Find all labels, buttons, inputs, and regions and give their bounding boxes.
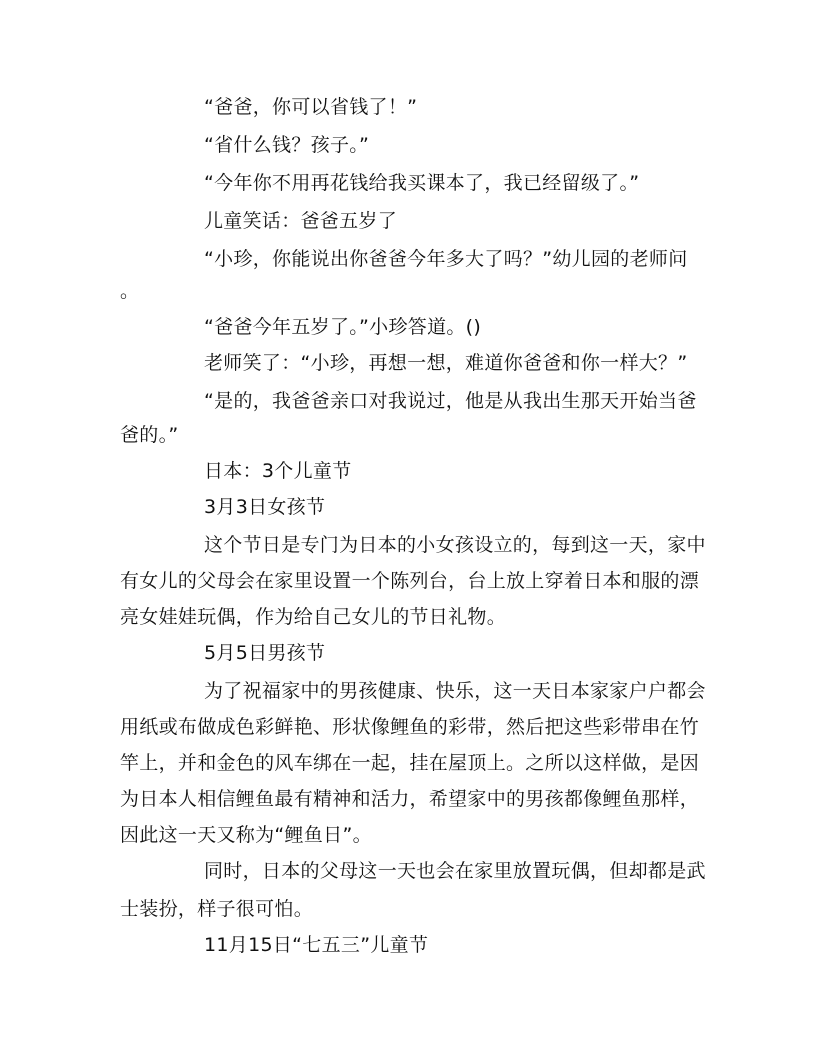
text-line: 同时，日本的父母这一天也会在家里放置玩偶，但却都是武: [204, 860, 706, 882]
text-line: “爸爸今年五岁了。”小珍答道。(): [204, 316, 482, 338]
text-line: 爸的。”: [120, 424, 179, 446]
text-line: 为日本人相信鲤鱼最有精神和活力，希望家中的男孩都像鲤鱼那样，: [120, 788, 700, 810]
text-line: 用纸或布做成色彩鲜艳、形状像鲤鱼的彩带，然后把这些彩带串在竹: [120, 716, 700, 738]
text-line: 竿上，并和金色的风车绑在一起，挂在屋顶上。之所以这样做，是因: [120, 752, 700, 774]
text-line: 亮女娃娃玩偶，作为给自己女儿的节日礼物。: [120, 606, 507, 628]
text-line: “小珍，你能说出你爸爸今年多大了吗？”幼儿园的老师问: [204, 248, 688, 270]
text-line: 有女儿的父母会在家里设置一个陈列台，台上放上穿着日本和服的漂: [120, 570, 700, 592]
text-line: “省什么钱？孩子。”: [204, 134, 370, 156]
text-line: 。: [120, 280, 140, 302]
text-line: “爸爸，你可以省钱了！”: [204, 96, 418, 118]
text-line: 老师笑了：“小珍，再想一想，难道你爸爸和你一样大？”: [204, 352, 688, 374]
section-subheading: 11月15日“七五三”儿童节: [204, 934, 429, 956]
text-line: 儿童笑话：爸爸五岁了: [204, 210, 398, 232]
text-line: 士装扮，样子很可怕。: [120, 898, 314, 920]
section-subheading: 3月3日女孩节: [204, 496, 326, 518]
text-line: 为了祝福家中的男孩健康、快乐，这一天日本家家户户都会: [204, 680, 706, 702]
section-heading: 日本：3个儿童节: [204, 460, 352, 482]
text-line: “是的，我爸爸亲口对我说过，他是从我出生那天开始当爸: [204, 390, 697, 412]
text-line: “今年你不用再花钱给我买课本了，我已经留级了。”: [204, 172, 640, 194]
section-subheading: 5月5日男孩节: [204, 642, 326, 664]
text-line: 因此这一天又称为“鲤鱼日”。: [120, 824, 372, 846]
text-line: 这个节日是专门为日本的小女孩设立的，每到这一天，家中: [204, 534, 706, 556]
